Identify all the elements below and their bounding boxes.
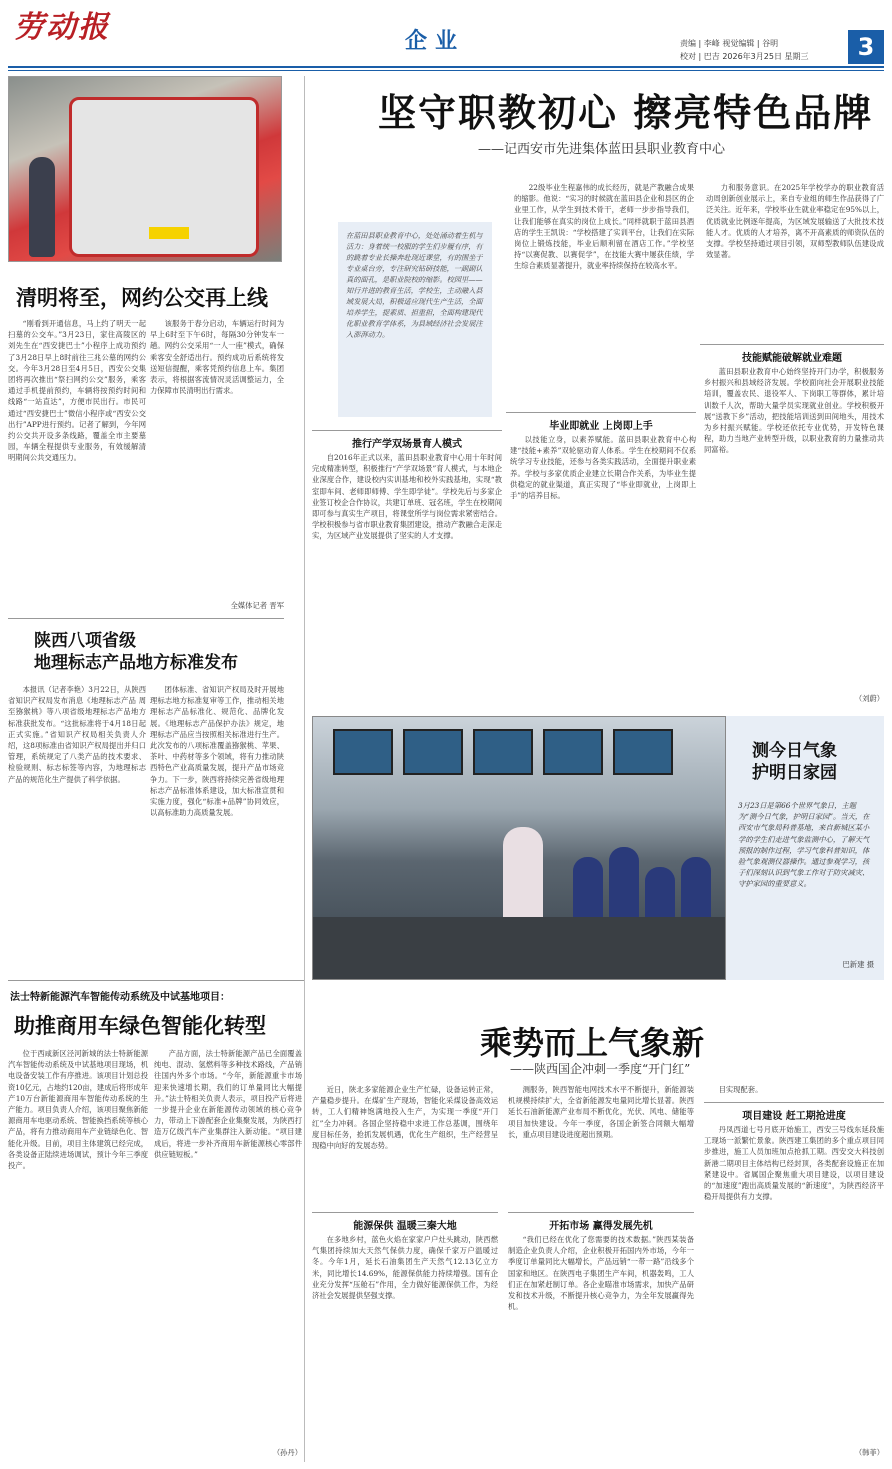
economy-sub3-text: 丹凤西道七号月底开始施工，西安三号线东延段施工现场一派繁忙景象。陕西建工集团的多个重点项目同步推进，施工人员加班加点抢抓工期。西安交大科技创新港二期项目主体结构已经封顶，各类配套设施正在加紧建设中。省属国企聚焦重大项目建设，以项目建设的“加速度”跑出高质量发展的“新速度”，为陕西经济平稳开局提供有力支撑。 [704,1125,884,1202]
person-shape [29,157,55,257]
lead-quote-box: 在蓝田县职业教育中心，处处涌动着生机与活力：身着统一校服的学生们步履有序，有的跳着专业长操奔赴现近课堂，有的围坐于专业桌台旁，专注研究钻研技能，一副副认真的面孔，是职业院校的缩影。校园里——知行并进的教育生活，学校生，主动融入县域发展大局，积极适应现代生产生活，全面培养学生，提素质、担重担，全面构建现代化职业教育学体系，为县域经济社会发展注入澎湃动力。 [338,222,492,417]
lead-col2-top: 22级毕业生程嘉伟的成长经历，就是产教融合成果的缩影。他说：“实习的时候就在蓝田县企业和县区的企业里工作，从学生到技术骨干，老师一步步指导我们，让我们能够在真实的岗位上成长。”同样就职于蓝田县酒店的学生王凯说：“学校搭建了实训平台，让我们在实际岗位上锻炼技能，毕业后顺利留在酒店工作。”学校坚持“以赛促教、以赛促学”，在技能大赛中屡获佳绩，学生综合素质显著提升，就业率持续保持在较高水平。 [514,183,694,271]
monitor-screen [473,729,533,775]
editor-line: 责编 | 李峰 视觉编辑 | 谷明 [680,39,779,48]
economy-subhead-3: 项目建设 赶工期抢进度 [704,1102,884,1122]
economy-author: （韩菲） [854,1448,884,1457]
hydrogen-story-col1: 位于西咸新区泾河新城的法士特新能源汽车智能传动系统及中试基地项目现场，机电设备安装工作有序推进。该项目计划总投资10亿元，占地约120亩，建成后将形成年产10万台新能源商用车智能传动系统的生产能力。项目负责人介绍，该项目聚焦新能源商用车电驱动系统、智能换挡系统等核心产品，将有力推动商用车产业链绿色化、智能化升级。目前，项目主体建筑已经完成，各类设备正陆续进场调试，预计今年三季度投产。 [8,1049,148,1171]
control-desk [313,917,726,980]
weather-title-2: 护明日家园 [752,763,837,783]
divider [8,980,304,981]
economy-subtitle: ——陕西国企冲刺一季度“开门红” [510,1062,691,1076]
monitor-screen [403,729,463,775]
column-divider [304,76,305,1462]
weather-text: 3月23日是第66个世界气象日，主题为“测今日气象，护明日家园”。当天，在西安市气象局科普基地，来自新城区某小学的学生们走进气象监测中心，了解天气预报的制作过程，学习气象科普知识，体验气象观测仪器操作。通过参观学习，孩子们深刻认识到气象工作对于防灾减灾、守护家园的重要意义。 [738,801,870,889]
weather-author: 巴新建 摄 [842,960,874,969]
hydrogen-story-kicker: 法士特新能源汽车智能传动系统及中试基地项目： [10,992,230,1003]
page-number: 3 [848,30,884,64]
economy-subhead-2: 开拓市场 赢得发展先机 [508,1212,694,1232]
lead-subhead-2: 毕业即就业 上岗即上手 [506,412,696,432]
bus-photo [8,76,282,262]
economy-sub2-text: “我们已经在优化了您需要的技术数据。”陕西某装备制造企业负责人介绍，企业积极开拓国内外市场，今年一季度订单量同比大幅增长，产品远销“一带一路”沿线多个国家和地区。在陕西电子集团生产车间，机器轰鸣，工人们正在加紧赶制订单。各企业瞄准市场需求，加快产品研发和技术升级，不断提升核心竞争力，为全年发展赢得先机。 [508,1235,694,1312]
standard-story-title-1: 陕西八项省级 [34,631,136,651]
lead-sub3-text: 蓝田县职业教育中心始终坚持开门办学，积极服务乡村振兴和县域经济发展。学校面向社会开展职业技能培训，覆盖农民、退役军人、下岗职工等群体，累计培训数千人次，帮助大量学员实现就业创业。学校积极开展“送教下乡”活动，把技能培训送到田间地头，用技术为乡村振兴赋能。学校还依托专业优势，开发特色课程，助力当地产业转型升级，以职业教育的力量推动共同富裕。 [704,367,884,455]
monitor-screen [543,729,603,775]
lead-subhead-1: 推行产学双场景育人模式 [312,430,502,450]
monitor-screen [613,729,673,775]
header-divider [8,66,884,68]
hydrogen-story-col2: 产品方面，法士特新能源产品已全面覆盖纯电、混动、氢燃料等多种技术路线，产品销往国内外多个市场。“今年，新能源重卡市场迎来快速增长期，我们的订单量同比大幅提升。”法士特相关负责人表示，项目投产后将进一步提升企业在新能源传动领域的核心竞争力，带动上下游配套企业集聚发展，为陕西打造万亿级汽车产业集群注入新动能。“项目建成后，将进一步补齐商用车新能源核心零部件供应链短板。” [154,1049,302,1159]
lead-sub2-text: 以技能立身，以素养赋能。蓝田县职业教育中心构建“技能+素养”双轮驱动育人体系。学生在校期间不仅系统学习专业技能，还参与各类实践活动，全面提升职业素养。学校与多家优质企业建立长期合作关系，为毕业生提供稳定的就业渠道，真正实现了“毕业即就业，上岗即上手”的培养目标。 [510,435,696,501]
lead-author: （刘蔚） [854,694,884,703]
divider [8,618,284,619]
bus-story-col1: “刚看到开通信息，马上约了明天一起扫墓的公交车。”3月23日，家住高陵区的刘先生在“西安捷巴士”小程序上成功预约了3月28日早上8时前往三兆公墓的网约公交。今年3月28日至4月5日，西安公交集团将再次推出“祭扫网约公交”服务，乘客通过手机提前预约，车辆将按预约时间和线路“一站直达”，方便市民出行。市民可通过“西安捷巴士”微信小程序或“西安公交出行”APP进行预约。记者了解到，今年网约公交共开设多条线路，覆盖全市主要墓园，车辆全程提供专业服务，有效缓解清明期间公共交通压力。 [8,319,146,463]
standard-story-col2: 团体标准、省知识产权局及时开展地理标志地方标准复审等工作，推动相关地理标志产品标准化、规范化、品牌化发展。《地理标志产品保护办法》规定，地理标志产品应当按照相关标准进行生产。此次发布的八项标准覆盖猕猴桃、苹果、茶叶、中药材等多个领域，将有力推动陕西特色产业高质量发展，提升产品市场竞争力。下一步，陕西将持续完善省级地理标志产品标准体系建设，加大标准宣贯和实施力度，强化“标准+品牌”协同效应，以高标准助力高质量发展。 [150,685,284,818]
economy-title: 乘势而上气象新 [480,1024,705,1062]
hydrogen-story-title: 助推商用车绿色智能化转型 [14,1013,266,1038]
hydrogen-story-author: （孙丹） [272,1448,302,1457]
standard-story-title-2: 地理标志产品地方标准发布 [34,653,238,673]
section-title: 企业 [405,28,466,54]
economy-sub1-text: 在多地乡村，蓝色火焰在家家户户灶头跳动，陕西燃气集团持续加大天然气保供力度，确保千家万户温暖过冬。今年1月，延长石油集团生产天然气12.13亿立方米，同比增长14.69%，能源保供能力持续增强。国有企业充分发挥“压舱石”作用，全力做好能源保供工作，为经济社会发展提供坚强支撑。 [312,1235,498,1301]
economy-subhead-1: 能源保供 温暖三秦大地 [312,1212,498,1232]
lead-subhead-3: 技能赋能破解就业难题 [700,344,884,364]
economy-col2-text: 测服务，陕西智能电网技术水平不断提升，新能源装机规模持续扩大，全省新能源发电量同比增长显著。陕西延长石油新能源产业布局不断优化，光伏、风电、储能等项目加快建设。今年一季度，各国企新签合同额大幅增长，重点项目建设进度超出预期。 [508,1085,694,1139]
bus-story-author: 全媒体记者 晋军 [230,601,284,610]
weather-title-1: 测今日气象 [752,741,837,761]
bus-story-col2: 该服务于春分启动，车辆运行时间为早上6时至下午6时，每隔30分钟发车一趟。网约公交采用“一人一座”模式，确保乘客安全舒适出行。预约成功后系统将发送短信提醒，乘客凭预约信息上车。集团表示，将根据客流情况灵活调整运力，全力保障市民清明出行需求。 [150,319,284,396]
header-divider-thin [8,70,884,71]
economy-intro: 近日，陕北多家能源企业生产忙碌，设备运转正常，产量稳步提升。在煤矿生产现场，智能化采煤设备高效运转，工人们精神饱满地投入生产，为实现一季度“开门红”全力冲刺。各国企坚持稳中求进工作总基调，围绕年度目标任务，抢抓发展机遇，优化生产组织，生产经营呈现稳中向好的发展态势。 [312,1085,498,1151]
bus-story-title: 清明将至，网约公交再上线 [16,285,268,310]
monitor-screen [333,729,393,775]
masthead-logo: 劳动报 [14,10,110,45]
lead-col3-top: 力和服务意识。在2025年学校学办的职业教育活动周创新创业展示上，来自专业组的师生作品获得了广泛关注。近年来，学校毕业生就业率稳定在95%以上，优质就业比例逐年提高，为区域发展输送了大批技术技能人才。优质的人才培养，离不开高素质的师资队伍的支撑。学校坚持通过项目引领，双师型教师队伍建设成效显著。 [706,183,884,260]
standard-story-col1: 本报讯（记者李艳）3月22日，从陕西省知识产权局发布消息《地理标志产品 周至猕猴桃》等八项省级地理标志产品地方标准获批发布。“这批标准将于4月18日起正式实施。”省知识产权局相关负责人介绍，这8项标准由省知识产权局提出并归口管理，系统规定了八类产品的技术要求、检验规则、标志标签等内容，为地理标志产品的规范化生产提供了科学依据。 [8,685,146,784]
lead-subtitle: ——记西安市先进集体蓝田县职业教育中心 [478,142,726,157]
lead-title: 坚守职教初心 擦亮特色品牌 [378,90,874,135]
lead-sub1-text: 自2016年正式以来，蓝田县职业教育中心用十年时间完成精准转型，积极推行“产学双场景”育人模式，与本地企业深度合作，建设校内实训基地和校外实践基地，实现“教室即车间、老师即师傅、学生即学徒”。学校先后与多家企业签订校企合作协议，共建订单班、冠名班，学生在校期间即可参与真实生产项目，将课堂所学与岗位需求紧密结合。学校积极参与省市职业教育集团建设，推动产教融合走深走实，为区域产业发展提供了坚实的人才支撑。 [312,453,502,541]
license-plate [149,227,189,239]
date-line: 校对 | 巴吉 2026年3月25日 星期三 [680,52,809,61]
weather-photo [312,716,726,980]
economy-col3-top: 目实现配套。 [718,1085,763,1094]
